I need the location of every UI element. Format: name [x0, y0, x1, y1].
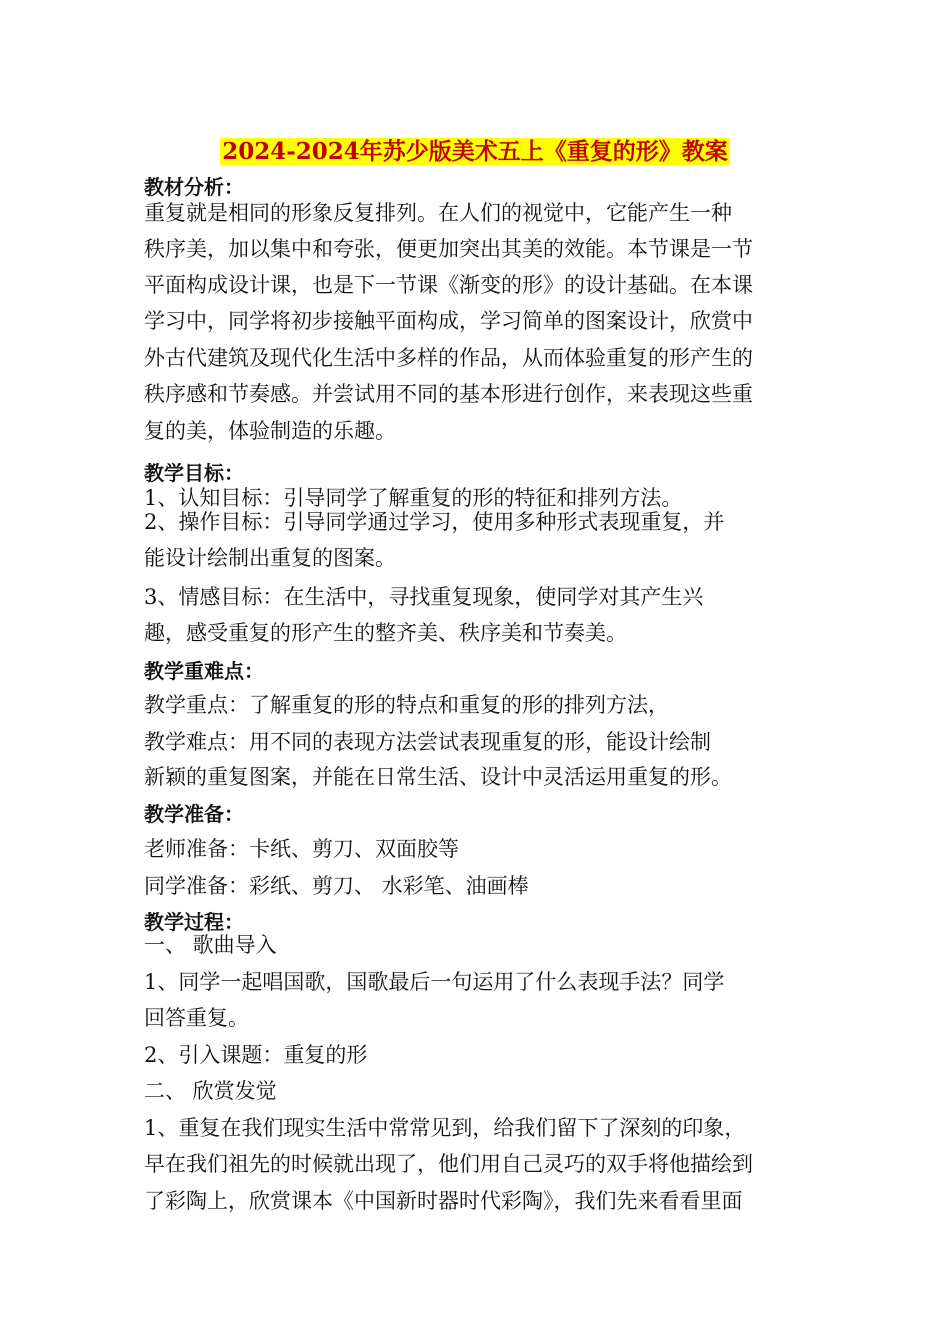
paragraph-line: 早在我们祖先的时候就出现了，他们用自己灵巧的双手将他描绘到 — [144, 1152, 753, 1176]
paragraph-line: 趣，感受重复的形产生的整齐美、秩序美和节奏美。 — [144, 621, 627, 645]
section-heading: 教学过程： — [144, 910, 244, 934]
paragraph-line: 平面构成设计课，也是下一节课《渐变的形》的设计基础。在本课 — [144, 273, 753, 297]
paragraph-line: 了彩陶上，欣赏课本《中国新时器时代彩陶》，我们先来看看里面 — [144, 1189, 743, 1213]
paragraph-line: 3、情感目标：在生活中，寻找重复现象，使同学对其产生兴 — [144, 585, 704, 609]
paragraph-line: 教学难点：用不同的表现方法尝试表现重复的形，能设计绘制 — [144, 730, 711, 754]
paragraph-line: 复的美，体验制造的乐趣。 — [144, 419, 396, 443]
section-heading: 教学目标： — [144, 461, 244, 485]
section-heading: 教学准备： — [144, 802, 244, 826]
paragraph-line: 老师准备：卡纸、剪刀、双面胶等 — [144, 837, 459, 861]
section-heading: 教材分析： — [144, 175, 244, 199]
paragraph-line: 秩序感和节奏感。并尝试用不同的基本形进行创作，来表现这些重 — [144, 382, 753, 406]
paragraph-line: 新颖的重复图案，并能在日常生活、设计中灵活运用重复的形。 — [144, 765, 732, 789]
section-heading: 教学重难点： — [144, 659, 264, 683]
paragraph-line: 二、 欣赏发觉 — [144, 1079, 277, 1103]
document-title — [0, 134, 950, 170]
paragraph-line: 重复就是相同的形象反复排列。在人们的视觉中，它能产生一种 — [144, 201, 732, 225]
paragraph-line: 教学重点：了解重复的形的特点和重复的形的排列方法， — [144, 693, 669, 717]
paragraph-line: 2、操作目标：引导同学通过学习，使用多种形式表现重复，并 — [144, 510, 725, 534]
paragraph-line: 外古代建筑及现代化生活中多样的作品，从而体验重复的形产生的 — [144, 346, 753, 370]
document-title-text: 2024-2024年苏少版美术五上《重复的形》教案 — [222, 138, 728, 165]
paragraph-line: 1、重复在我们现实生活中常常见到，给我们留下了深刻的印象， — [144, 1116, 746, 1140]
paragraph-line: 一、 歌曲导入 — [144, 933, 277, 957]
paragraph-line: 2、引入课题：重复的形 — [144, 1043, 368, 1067]
paragraph-line: 能设计绘制出重复的图案。 — [144, 546, 396, 570]
paragraph-line: 回答重复。 — [144, 1006, 249, 1030]
paragraph-line: 同学准备：彩纸、剪刀、 水彩笔、油画棒 — [144, 874, 529, 898]
paragraph-line: 1、认知目标：引导同学了解重复的形的特征和排列方法。 — [144, 486, 683, 510]
paragraph-line: 学习中，同学将初步接触平面构成，学习简单的图案设计，欣赏中 — [144, 309, 753, 333]
paragraph-line: 秩序美，加以集中和夸张，便更加突出其美的效能。本节课是一节 — [144, 237, 753, 261]
paragraph-line: 1、同学一起唱国歌，国歌最后一句运用了什么表现手法？同学 — [144, 970, 725, 994]
